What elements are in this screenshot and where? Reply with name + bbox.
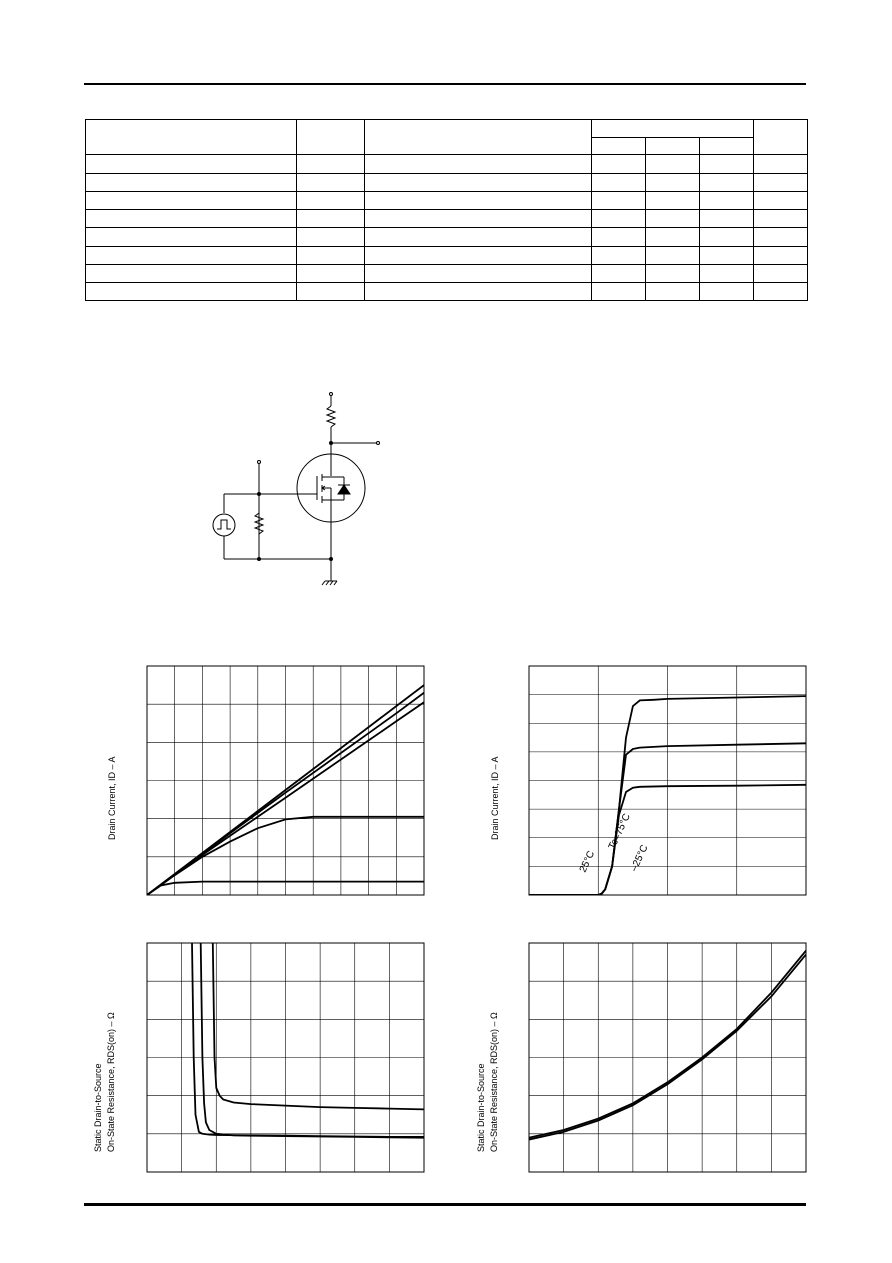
chart-rds-tc — [529, 943, 806, 1172]
vout-terminal — [377, 442, 380, 445]
load-resistor — [327, 406, 335, 427]
vdd-terminal — [330, 393, 333, 396]
chart-rds-vgs-ylabel-2: On-State Resistance, RDS(on) – Ω — [106, 1012, 116, 1152]
body-diode — [338, 485, 350, 494]
series-label-75c: Tc=75°C — [606, 812, 633, 852]
chart-rds-tc-ylabel-1: Static Drain-to-Source — [476, 1063, 486, 1152]
test-circuit — [213, 393, 380, 586]
series-label-25c: 25°C — [577, 849, 598, 875]
chart-rds-vgs — [147, 943, 424, 1172]
chart-id-vds — [147, 666, 424, 895]
chart-rds-tc-ylabel-2: On-State Resistance, RDS(on) – Ω — [489, 1012, 499, 1152]
chart-id-vds-ylabel: Drain Current, ID – A — [107, 756, 117, 840]
footer-rule — [84, 1203, 806, 1206]
series-label-minus25c: –25°C — [628, 843, 651, 874]
pulse-source — [213, 514, 235, 536]
chart-id-vgs — [529, 666, 806, 895]
series-line-3 — [213, 943, 424, 1109]
vgs-terminal — [258, 461, 261, 464]
chart-id-vgs-ylabel: Drain Current, ID – A — [490, 756, 500, 840]
chart-rds-vgs-ylabel-1: Static Drain-to-Source — [93, 1063, 103, 1152]
ground-symbol — [322, 581, 337, 585]
